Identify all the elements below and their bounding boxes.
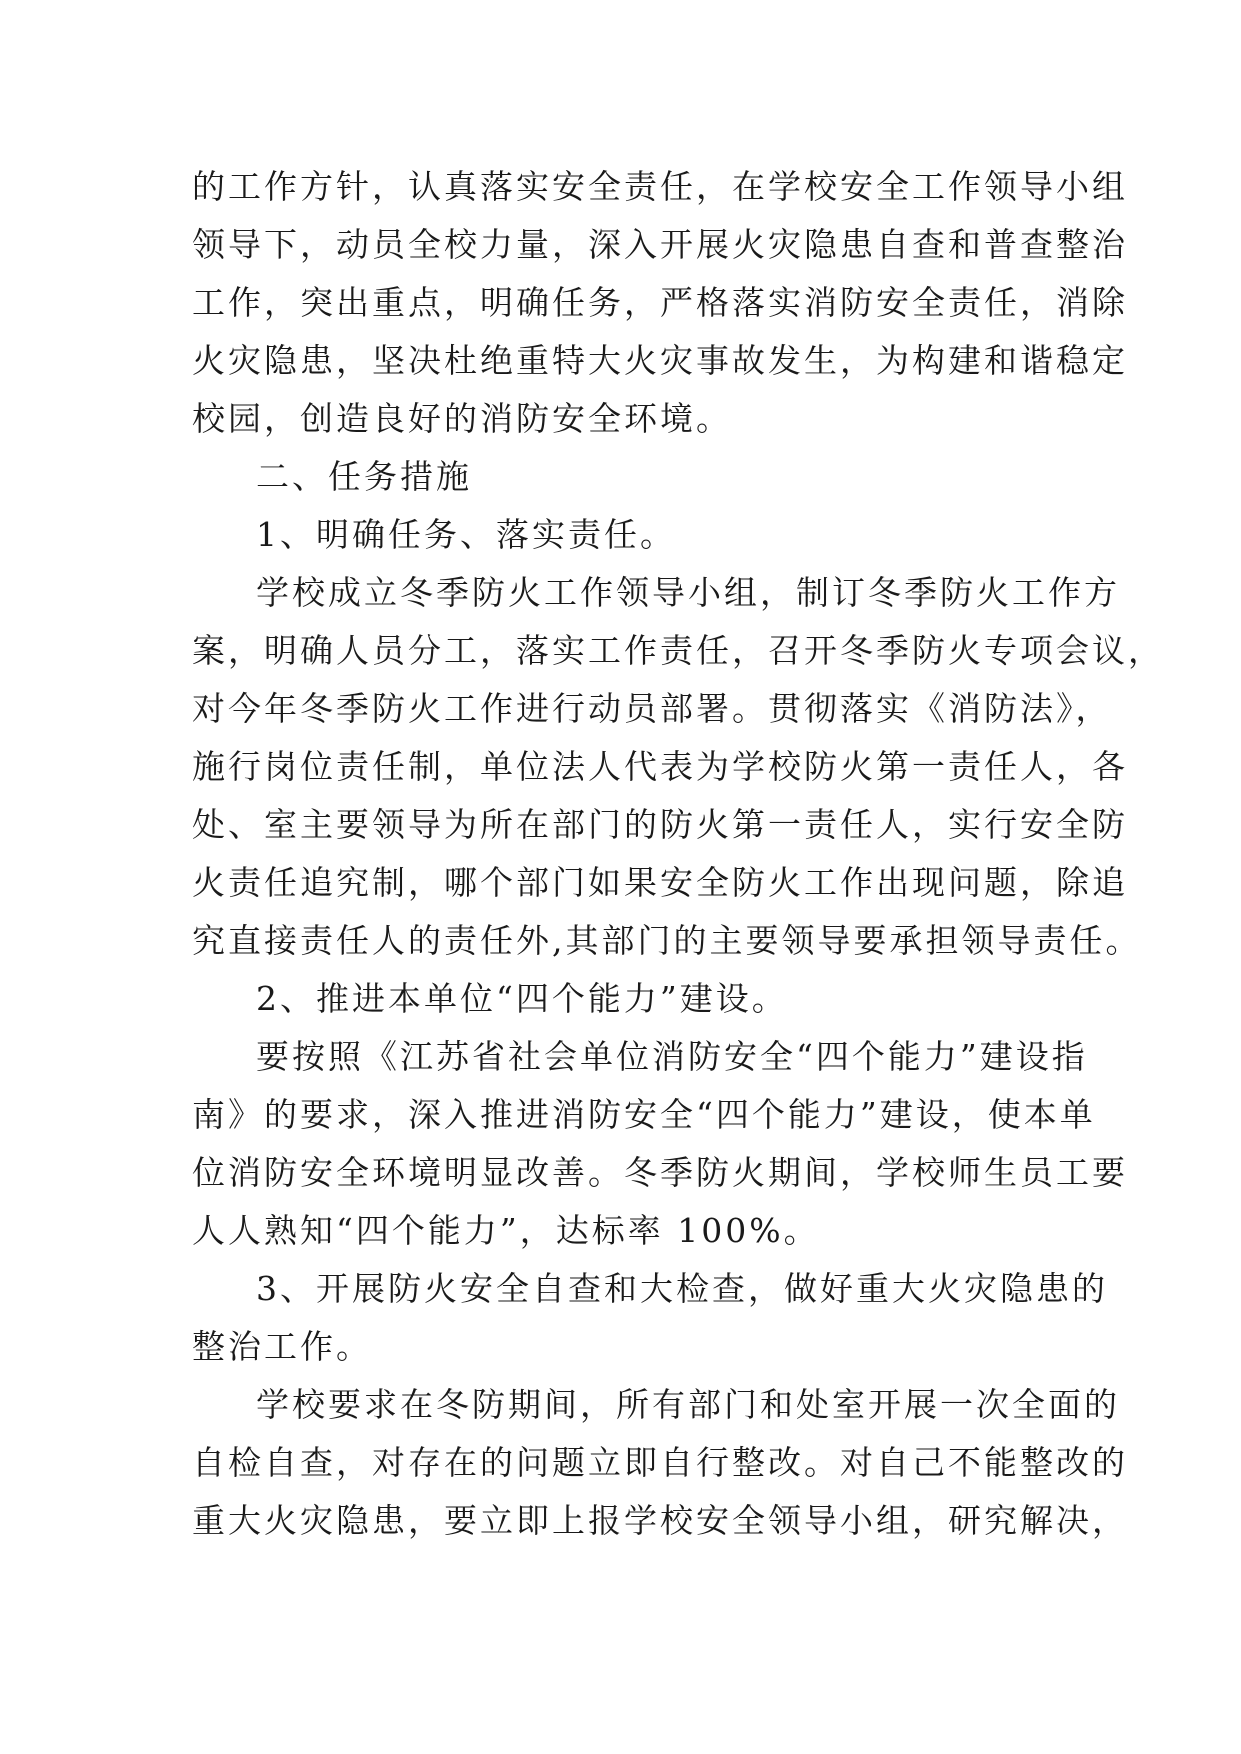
text-line: 的工作方针，认真落实安全责任，在学校安全工作领导小组 bbox=[192, 167, 1128, 206]
section-heading: 二、任务措施 bbox=[256, 457, 472, 496]
text-line: 校园，创造良好的消防安全环境。 bbox=[192, 399, 732, 438]
text-line: 领导下，动员全校力量，深入开展火灾隐患自查和普查整治 bbox=[192, 225, 1128, 264]
text-line: 究直接责任人的责任外,其部门的主要领导要承担领导责任。 bbox=[192, 921, 1142, 960]
text-line: 重大火灾隐患，要立即上报学校安全领导小组，研究解决， bbox=[192, 1501, 1128, 1540]
text-line: 自检自查，对存在的问题立即自行整改。对自己不能整改的 bbox=[192, 1443, 1128, 1482]
text-line: 位消防安全环境明显改善。冬季防火期间，学校师生员工要 bbox=[192, 1153, 1128, 1192]
subsection-heading: 1、明确任务、落实责任。 bbox=[256, 515, 676, 554]
document-body bbox=[192, 158, 1164, 1550]
text-line: 工作，突出重点，明确任务，严格落实消防安全责任，消除 bbox=[192, 283, 1128, 322]
text-line: 处、室主要领导为所在部门的防火第一责任人，实行安全防 bbox=[192, 805, 1128, 844]
text-line: 案，明确人员分工，落实工作责任，召开冬季防火专项会议， bbox=[192, 631, 1164, 670]
text-line: 施行岗位责任制，单位法人代表为学校防火第一责任人，各 bbox=[192, 747, 1128, 786]
text-line: 对今年冬季防火工作进行动员部署。贯彻落实《消防法》， bbox=[192, 689, 1112, 728]
text-line: 人人熟知“四个能力”，达标率 100%。 bbox=[192, 1211, 820, 1250]
text-line: 火责任追究制，哪个部门如果安全防火工作出现问题，除追 bbox=[192, 863, 1128, 902]
text-line: 要按照《江苏省社会单位消防安全“四个能力”建设指 bbox=[256, 1037, 1088, 1076]
subsection-heading: 2、推进本单位“四个能力”建设。 bbox=[256, 979, 788, 1018]
text-line: 火灾隐患，坚决杜绝重特大火灾事故发生，为构建和谐稳定 bbox=[192, 341, 1128, 380]
text-line: 整治工作。 bbox=[192, 1327, 372, 1366]
text-line: 南》的要求，深入推进消防安全“四个能力”建设，使本单 bbox=[192, 1095, 1096, 1134]
text-line: 学校要求在冬防期间，所有部门和处室开展一次全面的 bbox=[256, 1385, 1120, 1424]
text-line: 学校成立冬季防火工作领导小组，制订冬季防火工作方 bbox=[256, 573, 1120, 612]
subsection-heading: 3、开展防火安全自查和大检查，做好重大火灾隐患的 bbox=[256, 1269, 1108, 1308]
